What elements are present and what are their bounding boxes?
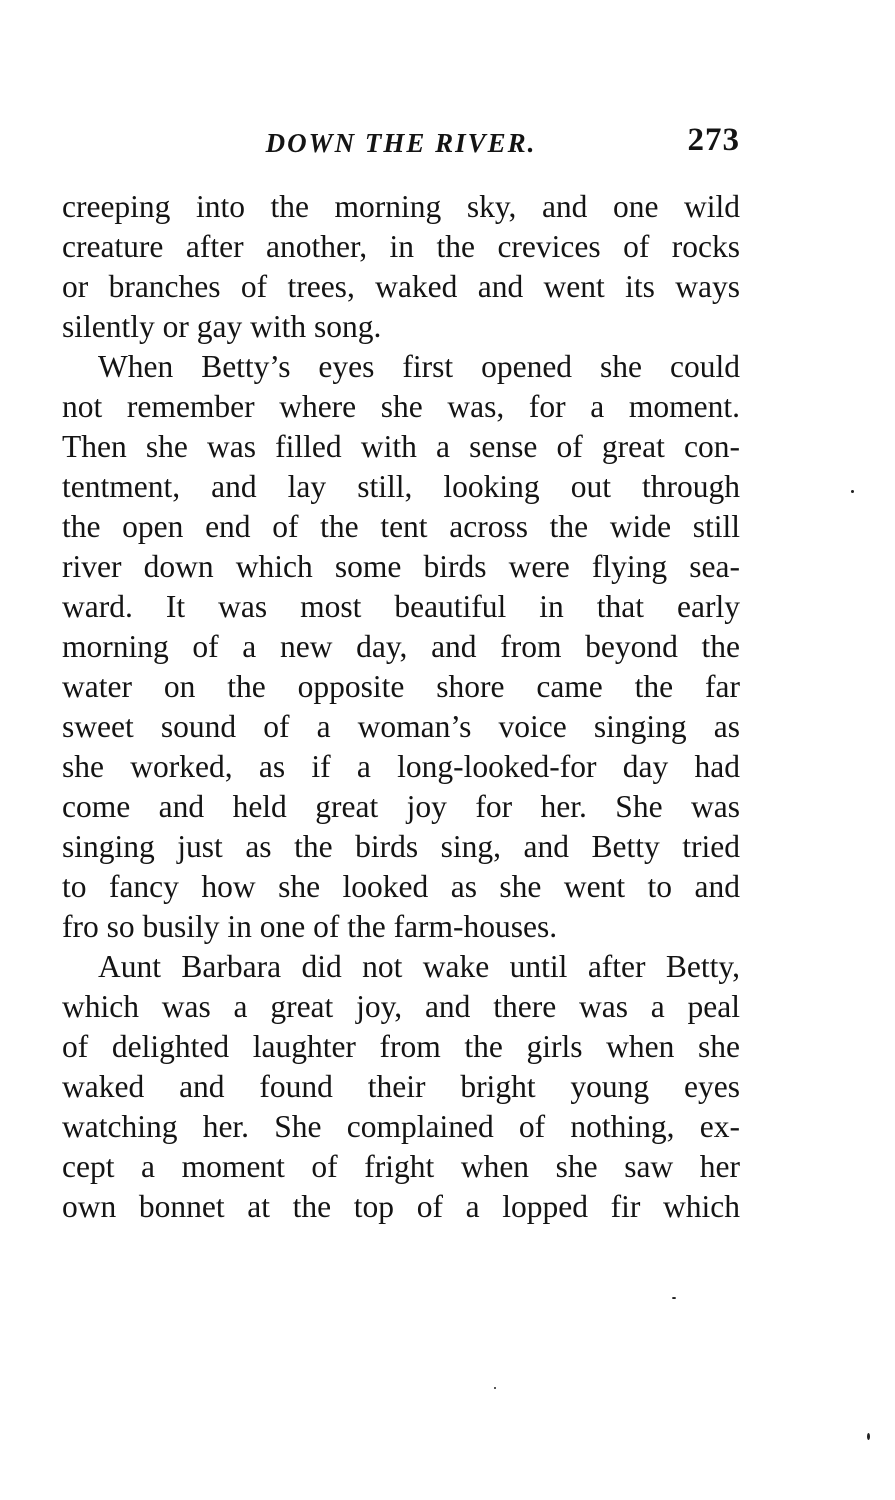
scan-speck bbox=[867, 1433, 870, 1440]
text-line: or branches of trees, waked and went its ways bbox=[62, 269, 740, 304]
paragraph bbox=[62, 947, 740, 1227]
text-line: creeping into the morning sky, and one wild bbox=[62, 189, 740, 224]
text-line: cept a moment of fright when she saw her bbox=[62, 1149, 740, 1184]
text-line: ward. It was most beautiful in that early bbox=[62, 589, 740, 624]
text-line: river down which some birds were flying sea- bbox=[62, 549, 740, 584]
scan-speck bbox=[851, 490, 854, 493]
text-line: silently or gay with song. bbox=[62, 309, 382, 344]
text-line: morning of a new day, and from beyond the bbox=[62, 629, 740, 664]
text-line: When Betty’s eyes first opened she could bbox=[98, 349, 740, 384]
text-line: waked and found their bright young eyes bbox=[62, 1069, 740, 1104]
text-line: watching her. She complained of nothing, ex- bbox=[62, 1109, 740, 1144]
text-line: not remember where she was, for a moment. bbox=[62, 389, 740, 424]
text-line: which was a great joy, and there was a peal bbox=[62, 989, 740, 1024]
text-line: to fancy how she looked as she went to and bbox=[62, 869, 740, 904]
text-line: of delighted laughter from the girls when she bbox=[62, 1029, 740, 1064]
running-head bbox=[62, 120, 740, 170]
paragraph bbox=[62, 347, 740, 947]
text-line: Aunt Barbara did not wake until after Betty, bbox=[98, 949, 740, 984]
text-line: Then she was filled with a sense of great con- bbox=[62, 429, 740, 464]
text-line: tentment, and lay still, looking out through bbox=[62, 469, 740, 504]
text-line: water on the opposite shore came the far bbox=[62, 669, 740, 704]
running-title: DOWN THE RIVER. bbox=[265, 128, 537, 158]
text-line: singing just as the birds sing, and Betty tried bbox=[62, 829, 740, 864]
scan-speck bbox=[672, 1297, 676, 1299]
text-line: come and held great joy for her. She was bbox=[62, 789, 740, 824]
text-line: fro so busily in one of the farm-houses. bbox=[62, 909, 558, 944]
text-line: she worked, as if a long-looked-for day had bbox=[62, 749, 740, 784]
page-number: 273 bbox=[687, 122, 740, 158]
scan-speck bbox=[494, 1387, 496, 1389]
text-line: sweet sound of a woman’s voice singing as bbox=[62, 709, 740, 744]
text-line: own bonnet at the top of a lopped fir which bbox=[62, 1189, 740, 1224]
text-line: the open end of the tent across the wide still bbox=[62, 509, 740, 544]
paragraph bbox=[62, 187, 740, 347]
body-text bbox=[62, 187, 740, 1227]
text-line: creature after another, in the crevices of rocks bbox=[62, 229, 740, 264]
